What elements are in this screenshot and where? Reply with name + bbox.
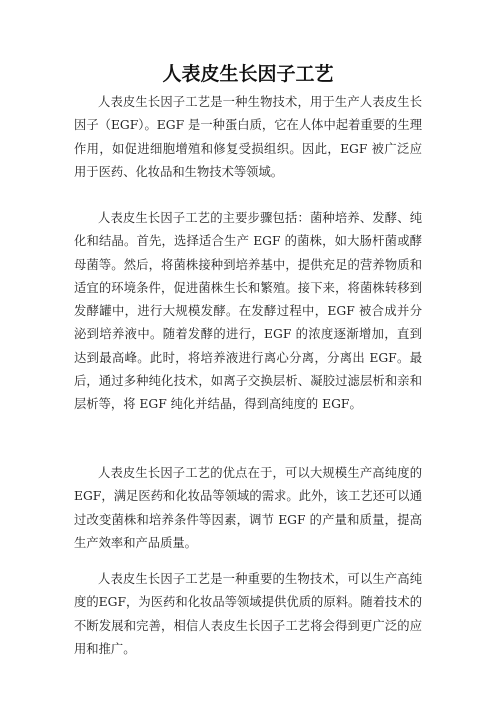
paragraph-advantages: 人表皮生长因子工艺的优点在于，可以大规模生产高纯度的 EGF，满足医药和化妆品等领域的需求。此外，该工艺还可以通过改变菌株和培养条件等因素，调节 EGF 的产量和质量，提高生产效率和产品质量。 [74, 466, 422, 550]
paragraph-intro: 人表皮生长因子工艺是一种生物技术，用于生产人表皮生长因子（EGF）。EGF 是一种蛋白质，它在人体中起着重要的生理作用，如促进细胞增殖和修复受损组织。因此，EGF 被广泛应用于医药、化妆品和生物技术等领域。 [74, 95, 422, 179]
paragraph-conclusion: 人表皮生长因子工艺是一种重要的生物技术，可以生产高纯度的EGF，为医药和化妆品等领域提供优质的原料。随着技术的不断发展和完善，相信人表皮生长因子工艺将会得到更广泛的应用和推广。 [74, 572, 422, 656]
document-title: 人表皮生长因子工艺 [162, 63, 334, 85]
paragraph-process-steps: 人表皮生长因子工艺的主要步骤包括：菌种培养、发酵、纯化和结晶。首先，选择适合生产 EGF 的菌株，如大肠杆菌或酵母菌等。然后，将菌株接种到培养基中，提供充足的营养物质和适宜的环境条件，促进菌株生长和繁殖。接下来，将菌株转移到发酵罐中，进行大规模发酵。在发酵过程中，EGF 被合成并分泌到培养液中。随着发酵的进行，EGF 的浓度逐渐增加，直到达到最高峰。此时，将培养液进行离心分离，分离出 EGF。最后，通过多种纯化技术，如离子交换层析、凝胶过滤层析和亲和层析等，将 EGF 纯化并结晶，得到高纯度的 EGF。 [74, 211, 422, 412]
